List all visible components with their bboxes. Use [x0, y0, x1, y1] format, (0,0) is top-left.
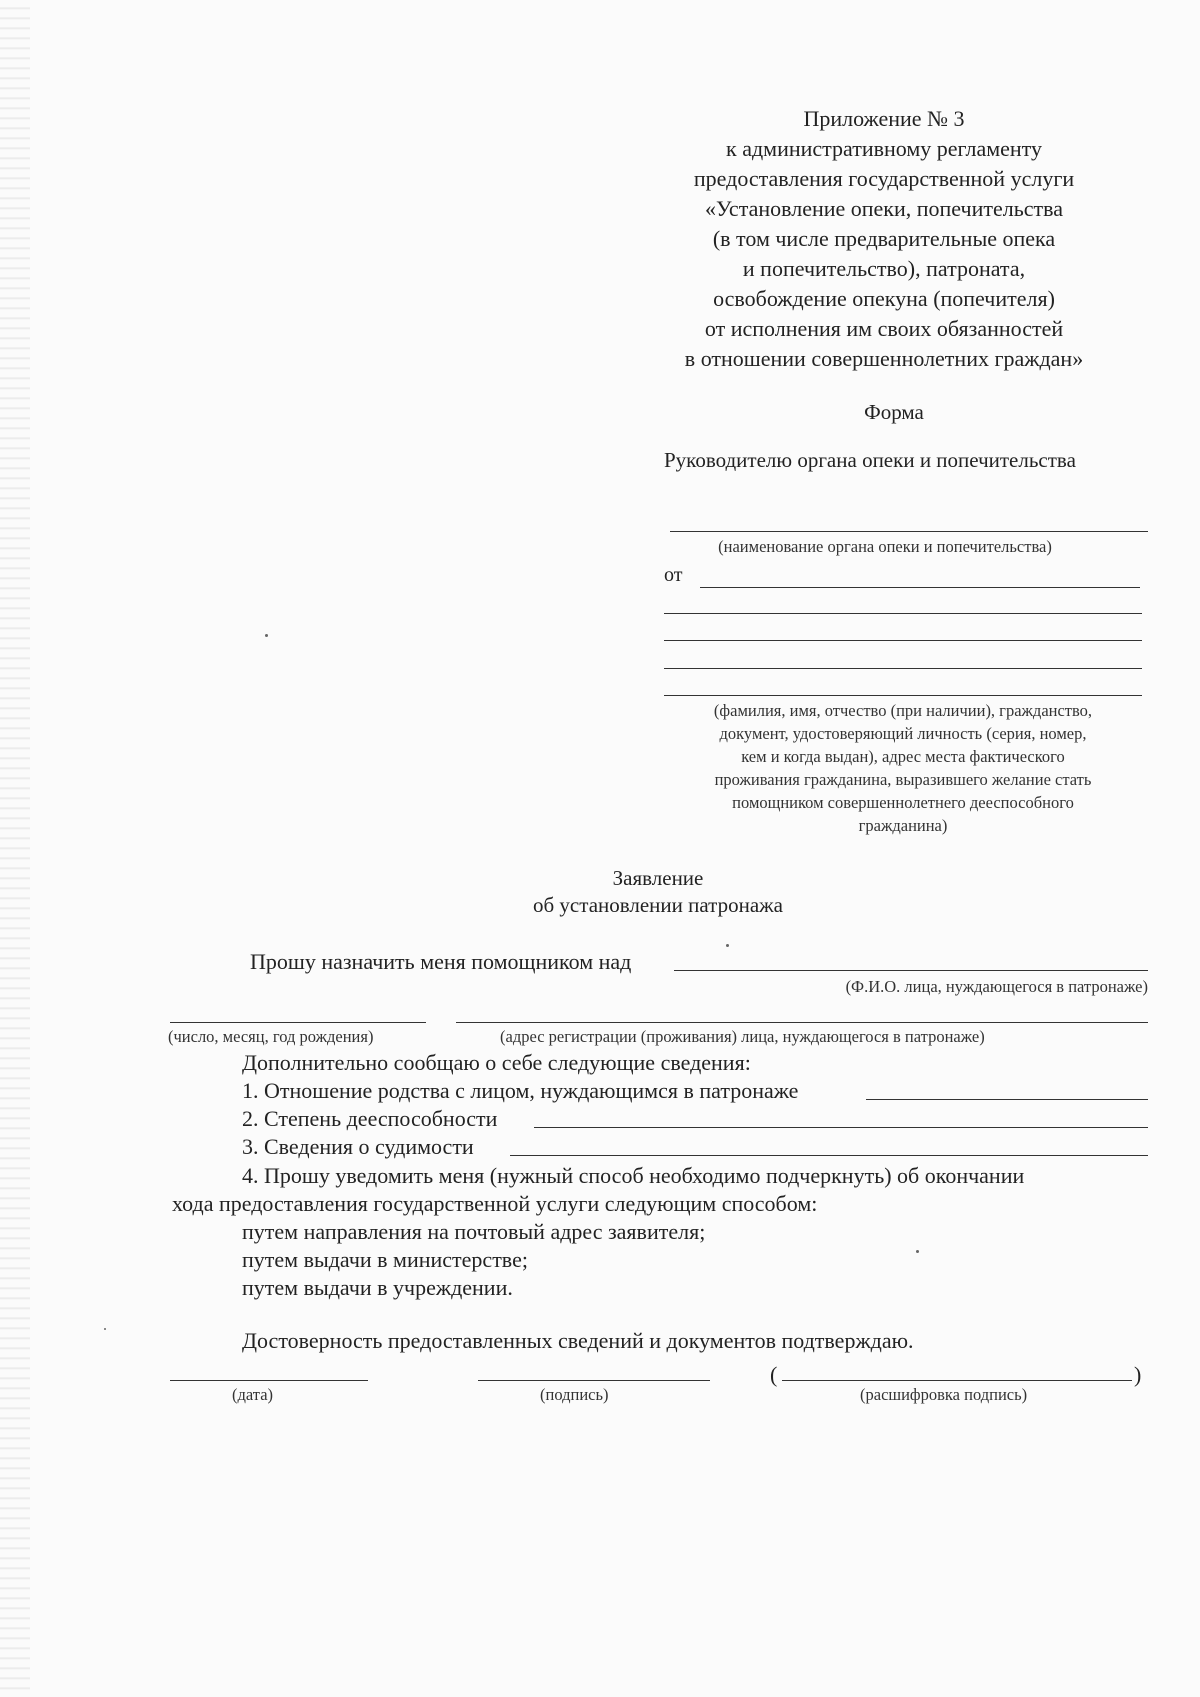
header-line-4: «Установление опеки, попечительства: [704, 196, 1064, 221]
header-line-6: и попечительство), патроната,: [742, 256, 1026, 281]
notify-option-ministry: путем выдачи в министерстве;: [242, 1247, 528, 1272]
scan-speck: [726, 944, 729, 947]
dob-caption: (число, месяц, год рождения): [168, 1027, 374, 1046]
statement-title: Заявление: [612, 866, 704, 890]
applicant-caption-line-4: проживания гражданина, выразившего желание стать: [714, 770, 1092, 789]
body-name-line: [670, 531, 1148, 532]
item-2-line: [534, 1127, 1148, 1128]
addressee-title: Руководителю органа опеки и попечительства: [664, 448, 1076, 472]
applicant-line-1: [700, 587, 1140, 588]
header-line-5: (в том числе предварительные опека: [712, 226, 1056, 251]
body-name-caption: (наименование органа опеки и попечительства): [718, 537, 1052, 556]
applicant-line-3: [664, 640, 1142, 641]
statement-subtitle: об установлении патронажа: [533, 893, 783, 917]
fio-line: [674, 970, 1148, 971]
header-line-7: освобождение опекуна (попечителя): [713, 286, 1055, 311]
item-3-text: 3. Сведения о судимости: [242, 1134, 474, 1159]
date-caption: (дата): [232, 1385, 274, 1404]
scan-speck: [265, 634, 268, 637]
item-1-line: [866, 1099, 1148, 1100]
dob-line: [170, 1022, 426, 1023]
request-text: Прошу назначить меня помощником над: [250, 949, 632, 974]
scan-edge-artifact: [0, 0, 30, 1697]
address-caption: (адрес регистрации (проживания) лица, нуждающегося в патронаже): [500, 1027, 985, 1046]
header-line-1: Приложение № 3: [803, 106, 965, 131]
notify-option-post: путем направления на почтовый адрес заявителя;: [242, 1219, 706, 1244]
scan-speck: [104, 1328, 106, 1330]
item-4-line-2: хода предоставления государственной услуги следующим способом:: [172, 1191, 818, 1216]
item-2-text: 2. Степень дееспособности: [242, 1106, 498, 1131]
decode-caption: (расшифровка подпись): [860, 1385, 1028, 1404]
applicant-caption-line-3: кем и когда выдан), адрес места фактического: [741, 747, 1065, 766]
signature-caption: (подпись): [540, 1385, 609, 1404]
item-3-line: [510, 1155, 1148, 1156]
confirm-text: Достоверность предоставленных сведений и документов подтверждаю.: [242, 1328, 914, 1353]
decode-line: [782, 1380, 1132, 1381]
applicant-caption-line-5: помощником совершеннолетнего дееспособного: [732, 793, 1074, 812]
decode-open-paren: (: [770, 1362, 778, 1387]
header-line-2: к административному регламенту: [726, 136, 1042, 161]
decode-close-paren: ): [1134, 1362, 1142, 1387]
applicant-caption-line-2: документ, удостоверяющий личность (серия, номер,: [719, 724, 1087, 743]
extra-info-text: Дополнительно сообщаю о себе следующие сведения:: [242, 1050, 751, 1075]
address-line: [456, 1022, 1148, 1023]
applicant-caption-line-6: гражданина): [858, 816, 948, 835]
fio-caption: (Ф.И.О. лица, нуждающегося в патронаже): [845, 977, 1148, 996]
date-line: [170, 1380, 368, 1381]
applicant-line-2: [664, 613, 1142, 614]
notify-option-institution: путем выдачи в учреждении.: [242, 1275, 513, 1300]
header-line-8: от исполнения им своих обязанностей: [704, 316, 1064, 341]
signature-line: [478, 1380, 710, 1381]
from-label: от: [664, 564, 683, 586]
form-label: Форма: [864, 400, 924, 424]
item-4-line-1: 4. Прошу уведомить меня (нужный способ необходимо подчеркнуть) об окончании: [242, 1163, 1025, 1188]
applicant-line-4: [664, 668, 1142, 669]
applicant-caption-line-1: (фамилия, имя, отчество (при наличии), гражданство,: [713, 701, 1093, 720]
scan-speck: [916, 1250, 919, 1253]
header-line-3: предоставления государственной услуги: [693, 166, 1075, 191]
applicant-line-5: [664, 695, 1142, 696]
item-1-text: 1. Отношение родства с лицом, нуждающимся в патронаже: [242, 1078, 799, 1103]
header-line-9: в отношении совершеннолетних граждан»: [684, 346, 1084, 371]
